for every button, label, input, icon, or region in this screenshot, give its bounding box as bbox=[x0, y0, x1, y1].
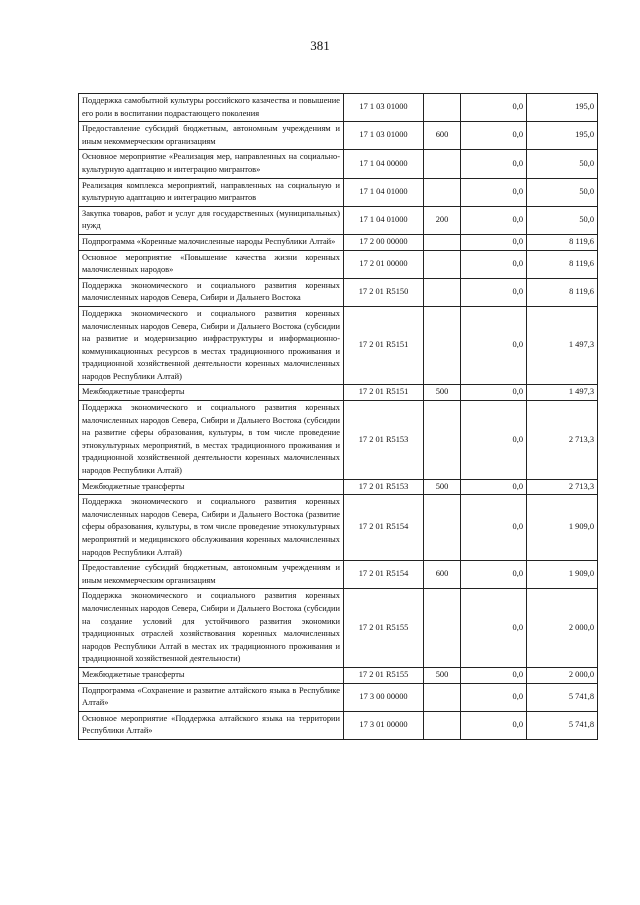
row-value-2: 1 909,0 bbox=[527, 495, 598, 561]
table-row bbox=[79, 122, 598, 150]
table-row bbox=[79, 278, 598, 306]
row-value-1: 0,0 bbox=[461, 401, 527, 480]
row-code: 17 1 04 01000 bbox=[344, 178, 424, 206]
row-name: Поддержка экономического и социального развития коренных малочисленных народов Севера, Сибири и Дальнего Востока (субсидии на создание условий для устойчивого развития экономики традиционных отраслей хозяйствования коренных малочисленных народов Республики Алтай в местах их традиционного проживания и традиционной хозяйственной деятельности) bbox=[79, 589, 344, 668]
row-name: Основное мероприятие «Реализация мер, направленных на социально-культурную адаптацию и интеграцию мигрантов» bbox=[79, 150, 344, 178]
row-code: 17 1 03 01000 bbox=[344, 94, 424, 122]
row-name: Предоставление субсидий бюджетным, автономным учреждениям и иным некоммерческим организациям bbox=[79, 561, 344, 589]
row-name: Поддержка экономического и социального развития коренных малочисленных народов Севера, Сибири и Дальнего Востока bbox=[79, 278, 344, 306]
row-name: Реализация комплекса мероприятий, направленных на социальную и культурную адаптацию и интеграцию мигрантов bbox=[79, 178, 344, 206]
row-value-1: 0,0 bbox=[461, 278, 527, 306]
table-row bbox=[79, 479, 598, 495]
row-code: 17 2 01 R5154 bbox=[344, 495, 424, 561]
row-code: 17 3 01 00000 bbox=[344, 711, 424, 739]
row-value-2: 2 713,3 bbox=[527, 479, 598, 495]
table-row bbox=[79, 234, 598, 250]
row-expense-type bbox=[424, 589, 461, 668]
row-expense-type bbox=[424, 306, 461, 385]
row-value-1: 0,0 bbox=[461, 589, 527, 668]
row-name: Подпрограмма «Сохранение и развитие алтайского языка в Республике Алтай» bbox=[79, 683, 344, 711]
row-code: 17 1 04 01000 bbox=[344, 206, 424, 234]
row-value-2: 50,0 bbox=[527, 150, 598, 178]
table-row bbox=[79, 589, 598, 668]
row-expense-type bbox=[424, 683, 461, 711]
table-row bbox=[79, 401, 598, 480]
row-code: 17 2 01 R5151 bbox=[344, 306, 424, 385]
table-row bbox=[79, 561, 598, 589]
budget-table bbox=[78, 93, 598, 740]
table-row bbox=[79, 711, 598, 739]
table-row bbox=[79, 683, 598, 711]
row-value-1: 0,0 bbox=[461, 94, 527, 122]
row-value-1: 0,0 bbox=[461, 495, 527, 561]
row-code: 17 2 01 R5153 bbox=[344, 401, 424, 480]
row-value-1: 0,0 bbox=[461, 150, 527, 178]
row-name: Межбюджетные трансферты bbox=[79, 479, 344, 495]
row-expense-type: 600 bbox=[424, 122, 461, 150]
row-expense-type: 600 bbox=[424, 561, 461, 589]
row-expense-type bbox=[424, 94, 461, 122]
row-value-2: 1 497,3 bbox=[527, 385, 598, 401]
table-row bbox=[79, 495, 598, 561]
row-value-1: 0,0 bbox=[461, 178, 527, 206]
row-expense-type bbox=[424, 401, 461, 480]
row-value-2: 1 497,3 bbox=[527, 306, 598, 385]
row-code: 17 2 01 R5151 bbox=[344, 385, 424, 401]
row-name: Подпрограмма «Коренные малочисленные народы Республики Алтай» bbox=[79, 234, 344, 250]
row-code: 17 1 04 00000 bbox=[344, 150, 424, 178]
row-value-2: 195,0 bbox=[527, 122, 598, 150]
row-value-2: 5 741,8 bbox=[527, 683, 598, 711]
row-code: 17 3 00 00000 bbox=[344, 683, 424, 711]
row-value-2: 5 741,8 bbox=[527, 711, 598, 739]
row-code: 17 2 01 R5153 bbox=[344, 479, 424, 495]
row-name: Основное мероприятие «Поддержка алтайского языка на территории Республики Алтай» bbox=[79, 711, 344, 739]
table-row bbox=[79, 94, 598, 122]
row-code: 17 2 01 R5155 bbox=[344, 589, 424, 668]
row-name: Поддержка самобытной культуры российского казачества и повышение его роли в воспитании подрастающего поколения bbox=[79, 94, 344, 122]
row-expense-type: 500 bbox=[424, 385, 461, 401]
row-value-2: 2 000,0 bbox=[527, 589, 598, 668]
row-code: 17 2 01 R5155 bbox=[344, 667, 424, 683]
row-value-1: 0,0 bbox=[461, 250, 527, 278]
page-number: 381 bbox=[310, 38, 330, 53]
row-value-1: 0,0 bbox=[461, 667, 527, 683]
row-name: Межбюджетные трансферты bbox=[79, 667, 344, 683]
row-name: Предоставление субсидий бюджетным, автономным учреждениям и иным некоммерческим организациям bbox=[79, 122, 344, 150]
row-value-1: 0,0 bbox=[461, 561, 527, 589]
row-name: Межбюджетные трансферты bbox=[79, 385, 344, 401]
row-name: Поддержка экономического и социального развития коренных малочисленных народов Севера, Сибири и Дальнего Востока (развитие сферы образования, культуры, в том числе проведение этнокультурных мероприятий и медицинского обслуживания коренных малочисленных народов Республики Алтай) bbox=[79, 495, 344, 561]
row-value-2: 8 119,6 bbox=[527, 278, 598, 306]
row-expense-type bbox=[424, 278, 461, 306]
row-expense-type: 500 bbox=[424, 479, 461, 495]
row-name: Закупка товаров, работ и услуг для государственных (муниципальных) нужд bbox=[79, 206, 344, 234]
row-code: 17 1 03 01000 bbox=[344, 122, 424, 150]
row-value-2: 50,0 bbox=[527, 206, 598, 234]
row-value-1: 0,0 bbox=[461, 479, 527, 495]
row-expense-type bbox=[424, 234, 461, 250]
row-value-2: 1 909,0 bbox=[527, 561, 598, 589]
row-name: Поддержка экономического и социального развития коренных малочисленных народов Севера, Сибири и Дальнего Востока (субсидии на развитие сферы образования, культуры, в том числе проведение этнокультурных мероприятий, в местах традиционного проживания и традиционной хозяйственной деятельности коренных малочисленных народов Республики Алтай) bbox=[79, 401, 344, 480]
row-value-2: 8 119,6 bbox=[527, 250, 598, 278]
row-value-1: 0,0 bbox=[461, 711, 527, 739]
table-row bbox=[79, 250, 598, 278]
row-value-1: 0,0 bbox=[461, 385, 527, 401]
row-code: 17 2 00 00000 bbox=[344, 234, 424, 250]
row-code: 17 2 01 R5150 bbox=[344, 278, 424, 306]
row-value-1: 0,0 bbox=[461, 234, 527, 250]
table-row bbox=[79, 306, 598, 385]
row-value-1: 0,0 bbox=[461, 206, 527, 234]
table-row bbox=[79, 178, 598, 206]
row-value-1: 0,0 bbox=[461, 683, 527, 711]
table-row bbox=[79, 150, 598, 178]
row-value-2: 195,0 bbox=[527, 94, 598, 122]
row-expense-type bbox=[424, 495, 461, 561]
table-row bbox=[79, 206, 598, 234]
table-row bbox=[79, 385, 598, 401]
row-expense-type: 500 bbox=[424, 667, 461, 683]
row-code: 17 2 01 R5154 bbox=[344, 561, 424, 589]
row-code: 17 2 01 00000 bbox=[344, 250, 424, 278]
row-name: Основное мероприятие «Повышение качества жизни коренных малочисленных народов» bbox=[79, 250, 344, 278]
row-expense-type bbox=[424, 250, 461, 278]
row-name: Поддержка экономического и социального развития коренных малочисленных народов Севера, Сибири и Дальнего Востока (субсидии на развитие и модернизацию инфраструктуры и информационно-коммуникационных ресурсов в местах традиционного проживания и традиционной хозяйственной деятельности коренных малочисленных народов Республики Алтай) bbox=[79, 306, 344, 385]
row-value-2: 2 713,3 bbox=[527, 401, 598, 480]
row-value-2: 50,0 bbox=[527, 178, 598, 206]
row-expense-type: 200 bbox=[424, 206, 461, 234]
row-expense-type bbox=[424, 178, 461, 206]
row-value-1: 0,0 bbox=[461, 122, 527, 150]
row-expense-type bbox=[424, 150, 461, 178]
table-row bbox=[79, 667, 598, 683]
row-value-2: 2 000,0 bbox=[527, 667, 598, 683]
row-value-2: 8 119,6 bbox=[527, 234, 598, 250]
row-expense-type bbox=[424, 711, 461, 739]
row-value-1: 0,0 bbox=[461, 306, 527, 385]
